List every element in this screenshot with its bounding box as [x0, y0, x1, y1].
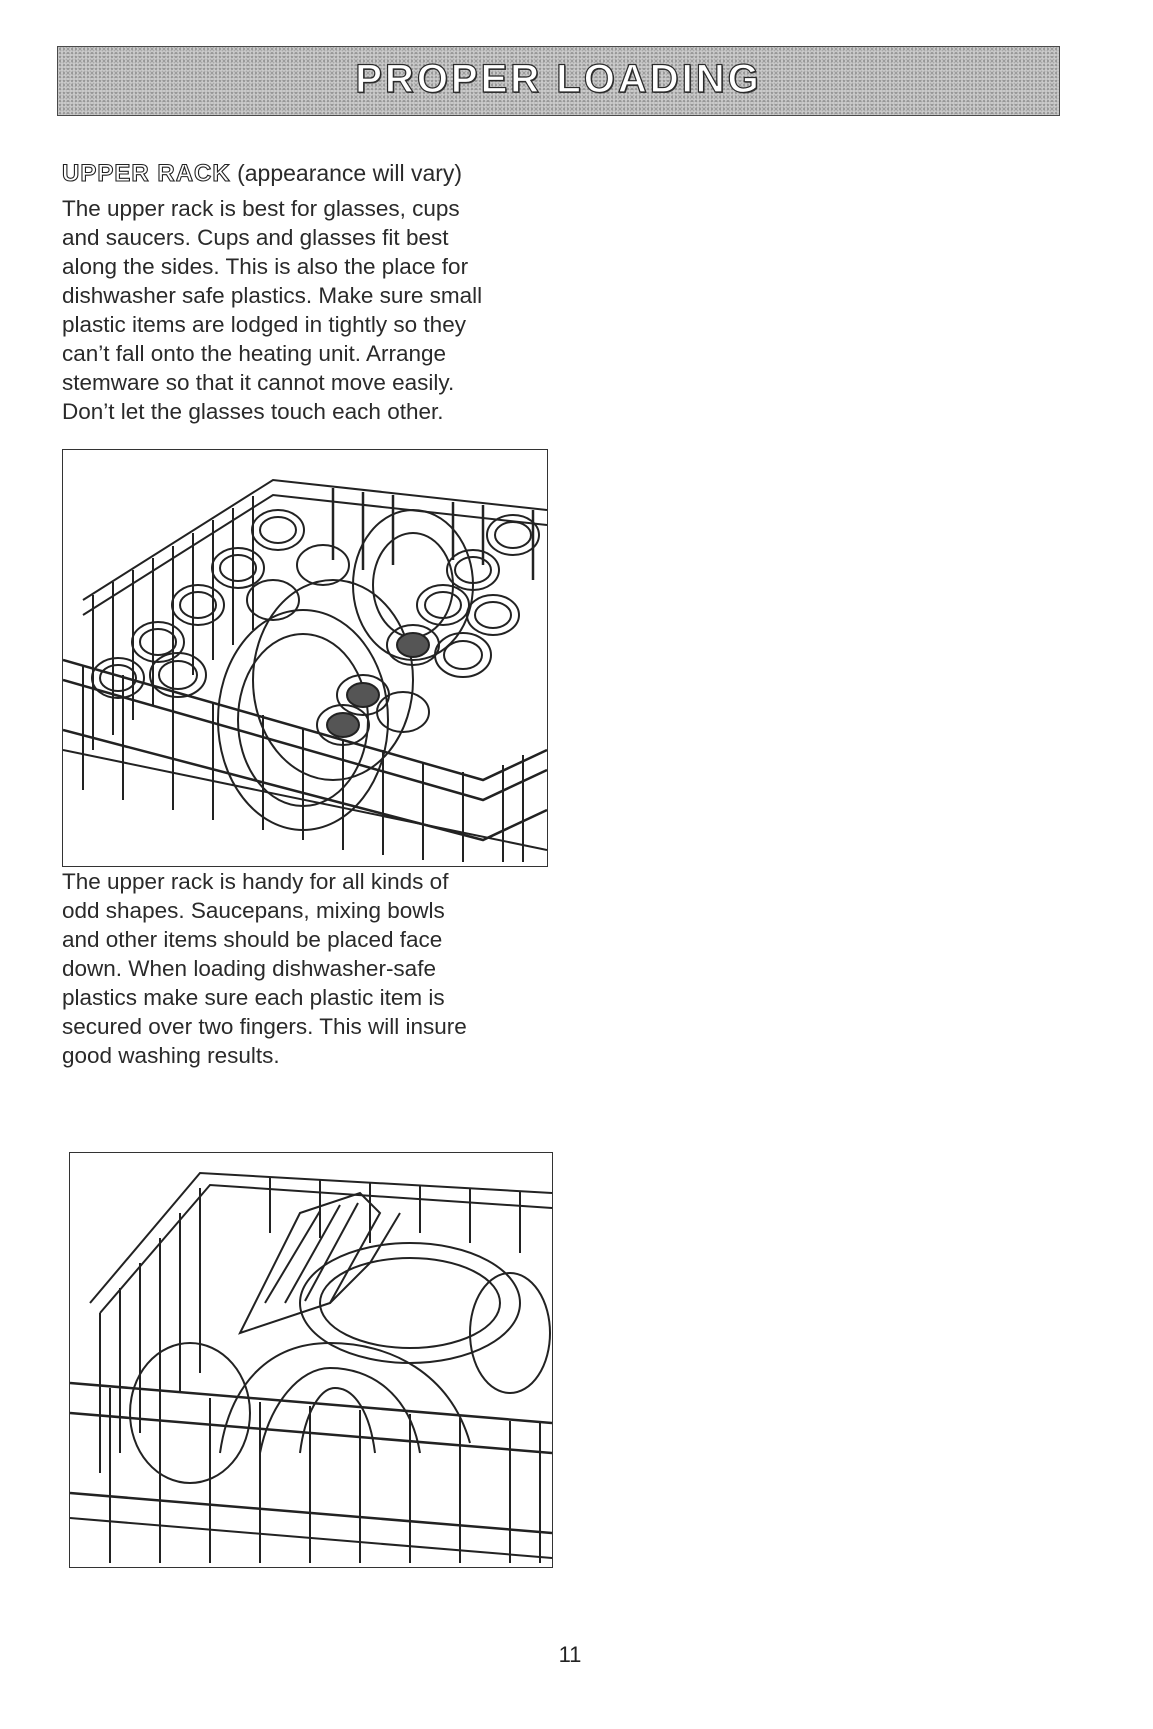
section-heading — [62, 158, 582, 189]
upper-rack-odd-shapes-illustration — [69, 1152, 553, 1568]
page-title: PROPER LOADING — [355, 57, 762, 101]
paragraph-line: Don’t let the glasses touch each other. — [62, 399, 444, 424]
paragraph-line: can’t fall onto the heating unit. Arrange — [62, 341, 447, 366]
paragraph-line: odd shapes. Saucepans, mixing bowls — [62, 898, 445, 923]
section-subheading: (appearance will vary) — [237, 160, 463, 186]
section-heading-label: UPPER RACK — [62, 160, 231, 187]
paragraph-odd-shapes — [62, 867, 582, 1070]
header-banner — [57, 46, 1060, 116]
page-number: 11 — [558, 1642, 582, 1667]
paragraph-line: down. When loading dishwasher-safe — [62, 956, 436, 981]
paragraph-line: secured over two fingers. This will insure — [62, 1014, 467, 1039]
paragraph-line: and other items should be placed face — [62, 927, 443, 952]
paragraph-line: The upper rack is handy for all kinds of — [62, 869, 449, 894]
paragraph-line: plastic items are lodged in tightly so they — [62, 312, 466, 337]
paragraph-line: plastics make sure each plastic item is — [62, 985, 445, 1010]
upper-rack-glasses-illustration — [62, 449, 548, 867]
paragraph-line: dishwasher safe plastics. Make sure small — [62, 283, 483, 308]
paragraph-line: along the sides. This is also the place for — [62, 254, 469, 279]
paragraph-glasses-cups — [62, 194, 582, 426]
paragraph-line: good washing results. — [62, 1043, 280, 1068]
paragraph-line: stemware so that it cannot move easily. — [62, 370, 455, 395]
paragraph-line: and saucers. Cups and glasses fit best — [62, 225, 449, 250]
paragraph-line: The upper rack is best for glasses, cups — [62, 196, 460, 221]
